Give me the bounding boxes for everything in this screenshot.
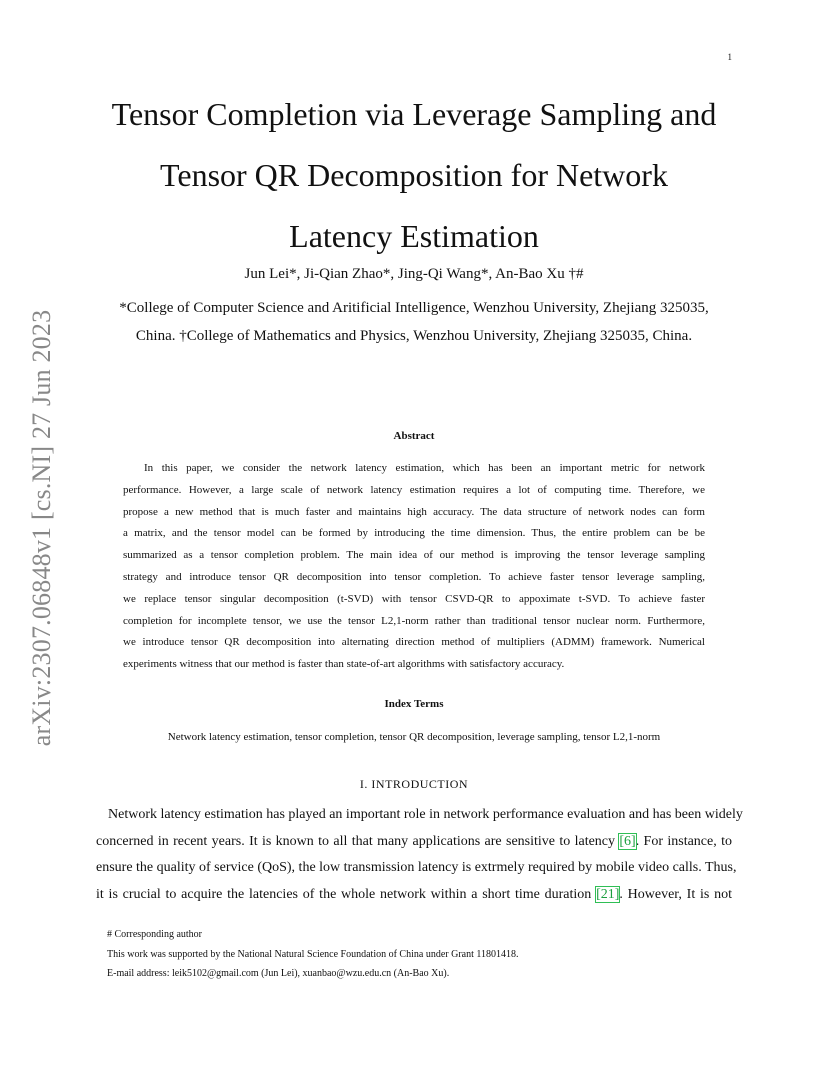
index-terms-heading: Index Terms bbox=[384, 698, 444, 710]
abstract-line: summarized as a tensor completion problem. The main idea of our method is improving the tensor leverage sampling bbox=[123, 549, 705, 562]
citation-link[interactable]: [6] bbox=[619, 833, 636, 849]
intro-line: ensure the quality of service (QoS), the low transmission latency is extrmely required by mobile video calls. Thus, bbox=[96, 860, 737, 875]
intro-text: concerned in recent years. It is known to all that many applications are sensitive to latency bbox=[96, 833, 620, 849]
footnote: This work was supported by the National Natural Science Foundation of China under Grant 11801418. bbox=[107, 948, 519, 960]
abstract-line: experiments witness that our method is faster than state-of-art algorithms with satisfactory accuracy. bbox=[123, 658, 565, 671]
intro-line bbox=[96, 829, 732, 856]
abstract-line: performance. However, a large scale of network latency estimation requires a lot of computing time. Therefore, we bbox=[123, 483, 705, 496]
abstract-heading: Abstract bbox=[393, 430, 435, 442]
paper-title bbox=[96, 84, 732, 267]
title-line: Tensor Completion via Leverage Sampling and bbox=[111, 96, 717, 132]
intro-text: . However, It is not bbox=[619, 886, 732, 902]
intro-line bbox=[96, 882, 732, 909]
abstract-line: completion for incomplete tensor, we use the tensor L2,1-norm rather than traditional tensor nuclear norm. Furthermore, bbox=[123, 614, 705, 627]
abstract-line: strategy and introduce tensor QR decomposition into tensor completion. To achieve faster tensor leverage sampling, bbox=[123, 570, 705, 583]
author-list: Jun Lei*, Ji-Qian Zhao*, Jing-Qi Wang*, An-Bao Xu †# bbox=[244, 266, 584, 282]
section-heading: I. INTRODUCTION bbox=[359, 777, 469, 791]
index-terms: Network latency estimation, tensor completion, tensor QR decomposition, leverage sampling, tensor L2,1-norm bbox=[167, 731, 661, 743]
abstract-line: In this paper, we consider the network latency estimation, which has been an important metric for network bbox=[144, 462, 705, 474]
abstract-line: a matrix, and the tensor model can be formed by introducing the time dimension. Thus, the entire problem can be be bbox=[123, 527, 705, 540]
footnotes bbox=[107, 925, 519, 984]
title-line: Latency Estimation bbox=[289, 218, 539, 254]
abstract-line: we introduce tensor QR decomposition into alternating direction method of multipliers (ADMM) framework. Numerical bbox=[123, 636, 705, 649]
introduction-body bbox=[96, 802, 743, 908]
intro-line: Network latency estimation has played an important role in network performance evaluation and has been widely bbox=[108, 807, 743, 822]
footnote: E-mail address: leik5102@gmail.com (Jun Lei), xuanbao@wzu.edu.cn (An-Bao Xu). bbox=[107, 968, 450, 979]
intro-text: . For instance, to bbox=[635, 833, 732, 849]
citation-link[interactable]: [21] bbox=[596, 886, 620, 902]
affiliation-line: *College of Computer Science and Aritificial Intelligence, Wenzhou University, Zhejiang 325035, bbox=[119, 300, 709, 316]
title-line: Tensor QR Decomposition for Network bbox=[160, 157, 668, 193]
affiliation-line: China. †College of Mathematics and Physics, Wenzhou University, Zhejiang 325035, China. bbox=[135, 328, 693, 344]
intro-text: it is crucial to acquire the latencies of the whole network within a short time duration bbox=[96, 886, 597, 902]
abstract-line: propose a new method that is much faster and maintains high accuracy. The data structure of network nodes can form bbox=[123, 505, 705, 518]
page-number: 1 bbox=[727, 52, 732, 62]
arxiv-identifier: arXiv:2307.06848v1 [cs.NI] 27 Jun 2023 bbox=[27, 309, 56, 747]
abstract-line: we replace tensor singular decomposition (t-SVD) with tensor CSVD-QR to appoximate t-SVD. To achieve faster bbox=[123, 592, 705, 605]
footnote: # Corresponding author bbox=[107, 929, 202, 940]
abstract-body bbox=[123, 458, 705, 676]
affiliations bbox=[96, 294, 732, 350]
